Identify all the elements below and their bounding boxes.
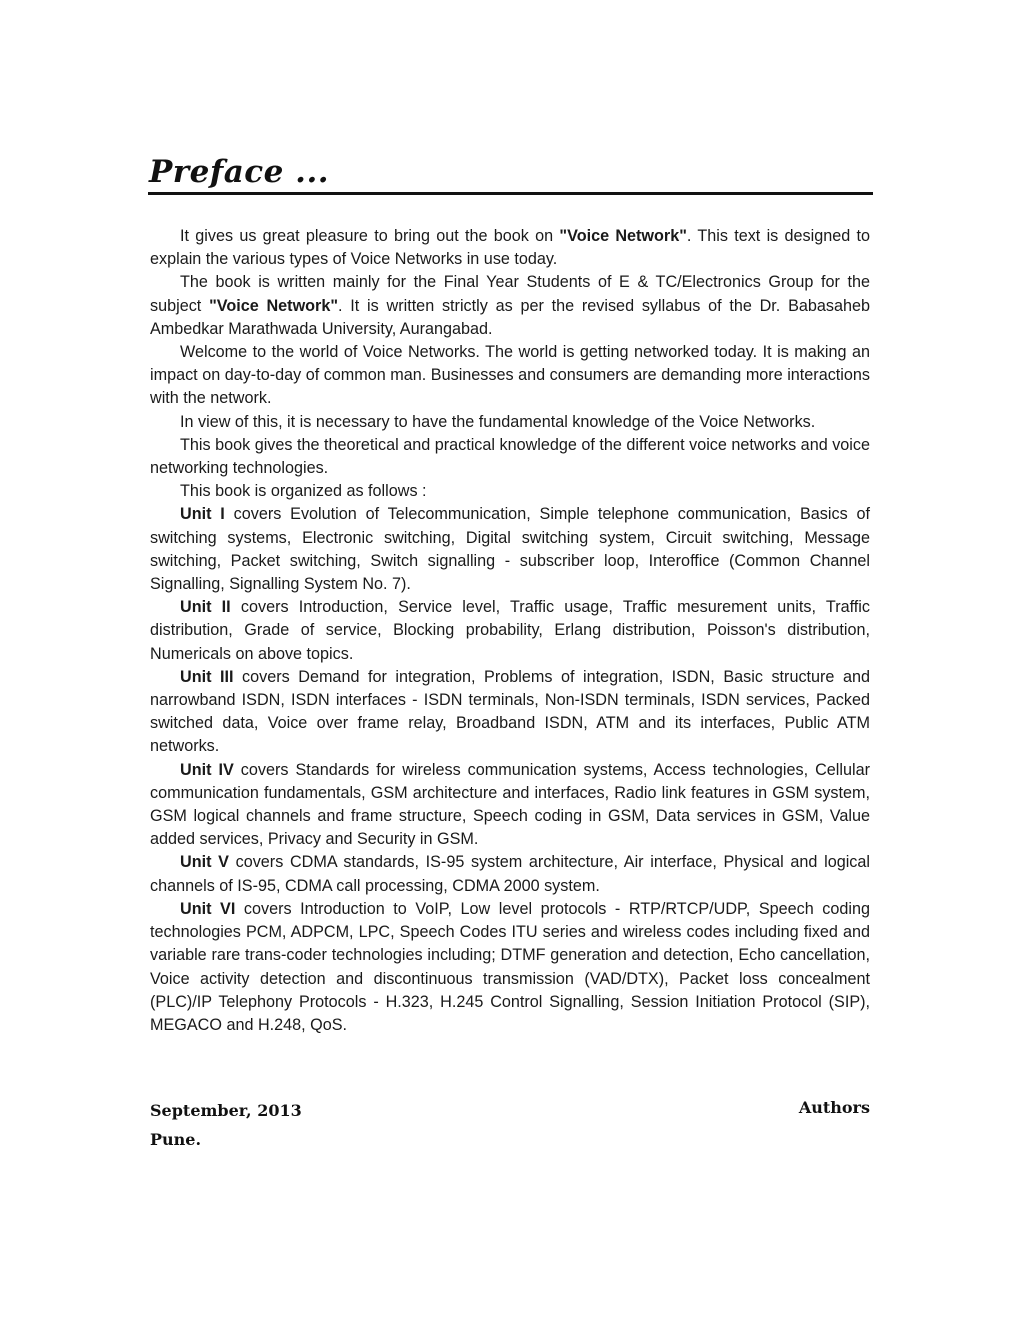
unit-label: Unit VI <box>180 899 236 918</box>
signature-place: Pune. <box>150 1130 202 1149</box>
paragraph-audience <box>150 271 870 341</box>
paragraph-text: . It is written strictly as per the revised syllabus of the Dr. Babasaheb Ambedkar Marathwada University, Aurangabad. <box>150 296 870 338</box>
paragraph-need: In view of this, it is necessary to have the fundamental knowledge of the Voice Networks. <box>180 412 816 431</box>
book-title-emphasis: "Voice Network" <box>559 227 687 245</box>
unit-paragraph <box>150 898 870 1037</box>
paragraph-organization: This book is organized as follows : <box>180 482 427 501</box>
book-title-emphasis: "Voice Network" <box>209 296 339 315</box>
unit-label: Unit IV <box>180 760 234 779</box>
title-divider <box>148 192 873 195</box>
paragraph-welcome: Welcome to the world of Voice Networks. The world is getting networked today. It is making an impact on day-to-day of common man. Businesses and consumers are demanding more interactions with the network. <box>150 343 870 408</box>
paragraph-text: It gives us great pleasure to bring out the book on <box>180 227 560 245</box>
paragraph-intro <box>150 225 870 271</box>
signature-authors: Authors <box>798 1098 870 1117</box>
unit-label: Unit V <box>180 853 229 872</box>
unit-description: covers CDMA standards, IS-95 system architecture, Air interface, Physical and logical channels of IS-95, CDMA call processing, CDMA 2000 system. <box>150 853 870 895</box>
unit-label: Unit I <box>180 505 225 524</box>
unit-paragraph <box>150 596 870 666</box>
preface-body <box>150 225 870 1037</box>
unit-description: covers Standards for wireless communication systems, Access technologies, Cellular communication fundamentals, GSM architecture and interfaces, Radio link features in GSM system, GSM logical channels and frame structure, Speech coding in GSM, Data services in GSM, Value added services, Privacy and Security in GSM. <box>150 760 870 849</box>
unit-paragraph <box>150 666 870 759</box>
signature-date: September, 2013 <box>150 1101 302 1120</box>
unit-description: covers Evolution of Telecommunication, Simple telephone communication, Basics of switching systems, Electronic switching, Digital switching system, Circuit switching, Message switching, Packet switching, Switch signalling - subscriber loop, Interoffice (Common Channel Signalling, Signalling System No. 7). <box>150 505 871 594</box>
page-title: Preface ... <box>149 154 330 190</box>
unit-description: covers Demand for integration, Problems of integration, ISDN, Basic structure and narrowband ISDN, ISDN interfaces - ISDN terminals, Non-ISDN terminals, ISDN services, Packed switched data, Voice over frame relay, Broadband ISDN, ATM and its interfaces, Public ATM networks. <box>150 667 870 756</box>
unit-label: Unit III <box>180 667 234 686</box>
signature-block <box>150 1096 302 1154</box>
unit-paragraph <box>150 759 870 852</box>
paragraph-text: The book is written mainly for the Final Year Students of E & TC/Electronics Group for the subject <box>150 273 870 315</box>
paragraph-scope: This book gives the theoretical and practical knowledge of the different voice networks and voice networking technologies. <box>150 435 870 478</box>
unit-paragraph <box>150 851 870 897</box>
paragraph-text: . This text is designed to explain the various types of Voice Networks in use today. <box>150 227 870 269</box>
unit-paragraph <box>150 503 870 596</box>
unit-description: covers Introduction, Service level, Traffic usage, Traffic mesurement units, Traffic distribution, Grade of service, Blocking probability, Erlang distribution, Poisson's distribution, Numericals on above topics. <box>150 598 870 663</box>
unit-label: Unit II <box>180 598 231 617</box>
unit-description: covers Introduction to VoIP, Low level protocols - RTP/RTCP/UDP, Speech coding technologies PCM, ADPCM, LPC, Speech Codes ITU series and wireless codes including fixed and variable rare trans-coder technologies including; DTMF generation and detection, Echo cancellation, Voice activity detection and discontinuous transmission (VAD/DTX), Packet loss concealment (PLC)/IP Telephony Protocols - H.323, H.245 Control Signalling, Session Initiation Protocol (SIP), MEGACO and H.248, QoS. <box>150 899 870 1034</box>
